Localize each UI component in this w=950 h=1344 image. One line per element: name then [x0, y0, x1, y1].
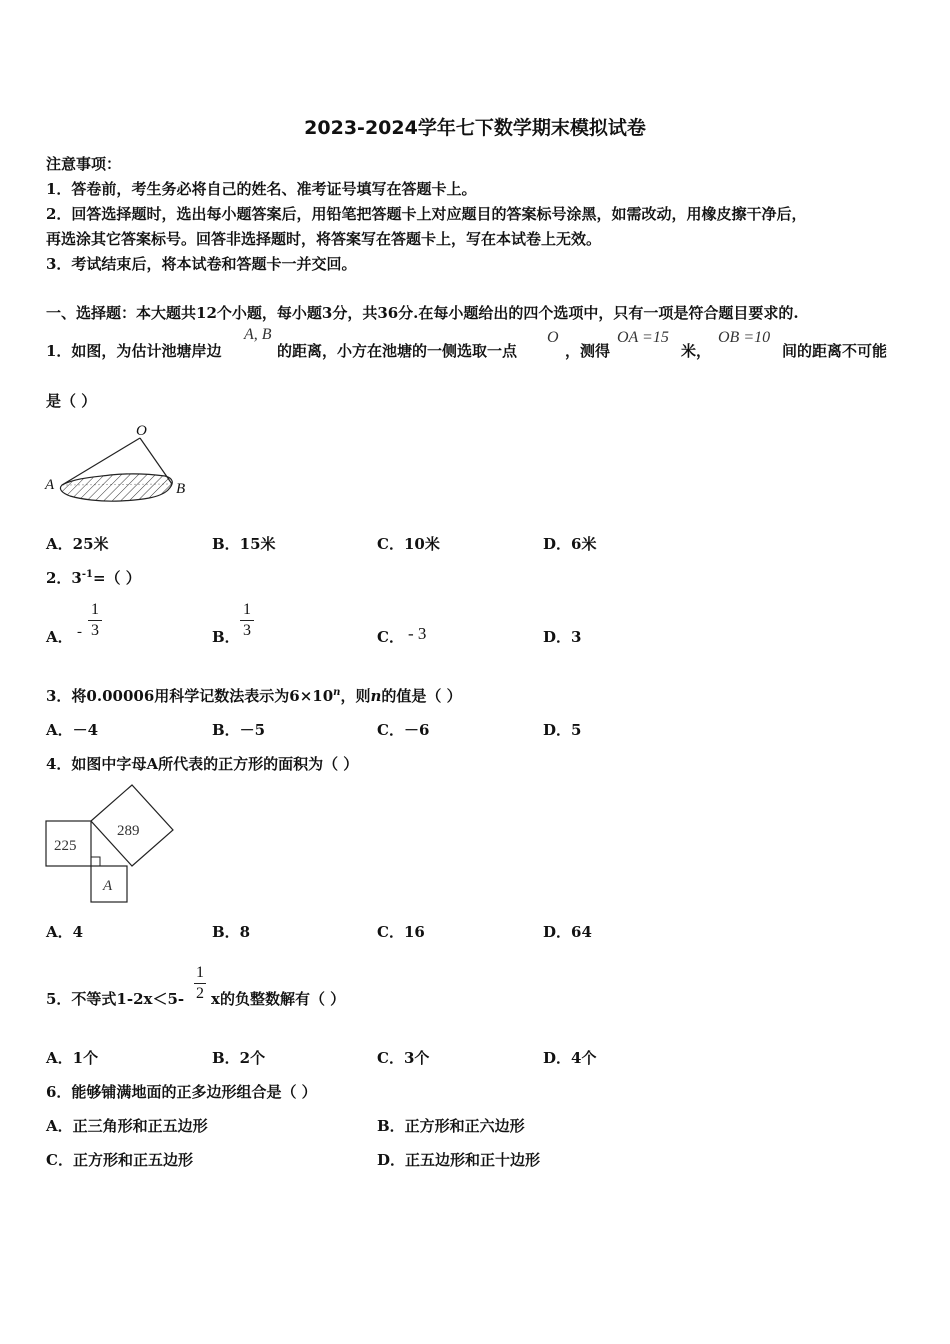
q4-option-c[interactable]: C．16 — [377, 923, 425, 941]
right-angle-mark — [91, 857, 100, 866]
q2-b-denominator: 3 — [243, 622, 251, 639]
q3-stem — [46, 685, 462, 706]
q1-stem-part4: 米， — [681, 342, 712, 360]
fig-label-b: B — [176, 481, 186, 497]
q4-option-d[interactable]: D．64 — [543, 923, 592, 941]
notice-item-1: 1．答卷前，考生务必将自己的姓名、准考证号填写在答题卡上。 — [46, 180, 477, 198]
q6-stem: 6．能够铺满地面的正多边形组合是（ ） — [46, 1083, 317, 1101]
q1-stem-part5: 间的距离不可能 — [782, 342, 888, 360]
q1-option-c[interactable]: C．10米 — [377, 535, 440, 553]
q3-option-c[interactable]: C．－6 — [377, 721, 430, 739]
section-heading: 一、选择题：本大题共12个小题，每小题3分，共36分.在每小题给出的四个选项中，只有一项是符合题目要求的. — [46, 304, 799, 322]
q2-stem — [46, 567, 141, 588]
q4-squares-figure — [40, 780, 190, 908]
page-title: 2023-2024学年七下数学期末模拟试卷 — [304, 117, 646, 139]
q5-denominator: 2 — [196, 985, 204, 1002]
q3-option-d[interactable]: D．5 — [543, 721, 582, 739]
notice-item-3: 3．考试结束后，将本试卷和答题卡一并交回。 — [46, 255, 357, 273]
q3-stem-exponent: n — [333, 687, 341, 698]
q2-option-a-fraction — [88, 601, 102, 640]
q1-option-a[interactable]: A．25米 — [46, 535, 109, 553]
q1-oa: OA =15 — [617, 329, 669, 346]
pond-shape — [60, 474, 172, 501]
q6-option-a[interactable]: A．正三角形和正五边形 — [46, 1117, 208, 1135]
q1-option-b[interactable]: B．15米 — [212, 535, 276, 553]
q3-stem-part3: 的值是（ ） — [381, 687, 462, 705]
q1-points-ab: A, B — [244, 326, 272, 343]
q5-stem-part2: x的负整数解有（ ） — [211, 990, 346, 1008]
label-a: A — [103, 878, 113, 894]
q5-option-c[interactable]: C．3个 — [377, 1049, 430, 1067]
q3-option-a[interactable]: A．－4 — [46, 721, 99, 739]
q5-option-a[interactable]: A．1个 — [46, 1049, 99, 1067]
q1-stem-part6: 是（ ） — [46, 392, 97, 410]
fig-label-a: A — [45, 477, 55, 493]
q2-option-a-label[interactable]: A． — [46, 628, 73, 646]
q2-stem-exponent: -1 — [81, 569, 93, 580]
q2-option-c-value: - 3 — [408, 624, 427, 643]
q1-ob: OB =10 — [718, 329, 771, 346]
notice-item-2b: 再选涂其它答案标号。回答非选择题时，将答案写在答题卡上，写在本试卷上无效。 — [46, 230, 602, 248]
q5-option-d[interactable]: D．4个 — [543, 1049, 597, 1067]
q5-numerator: 1 — [196, 964, 204, 981]
q2-b-fraction-bar — [240, 620, 254, 621]
q2-option-b-fraction — [240, 601, 254, 640]
q3-option-b[interactable]: B．－5 — [212, 721, 266, 739]
q2-option-c-label[interactable]: C． — [377, 628, 404, 646]
label-225: 225 — [54, 838, 77, 854]
q5-fraction-bar — [194, 983, 206, 984]
notice-item-2a: 2．回答选择题时，选出每小题答案后，用铅笔把答题卡上对应题目的答案标号涂黑，如需改动，用橡皮擦干净后， — [46, 205, 807, 223]
q4-option-a[interactable]: A．4 — [46, 923, 84, 941]
q1-stem-part3: ，测得 — [565, 342, 611, 360]
q2-option-b-label[interactable]: B． — [212, 628, 240, 646]
q3-stem-part2: ，则 — [340, 687, 371, 705]
q1-point-o: O — [547, 329, 559, 346]
q6-option-b[interactable]: B．正方形和正六边形 — [377, 1117, 525, 1135]
notice-heading: 注意事项： — [46, 155, 122, 173]
q2-b-numerator: 1 — [243, 601, 251, 618]
q4-option-b[interactable]: B．8 — [212, 923, 251, 941]
q6-option-d[interactable]: D．正五边形和正十边形 — [377, 1151, 541, 1169]
q2-option-a-sign: - — [77, 624, 82, 640]
q5-stem-part1: 5．不等式1-2x＜5- — [46, 990, 185, 1008]
fig-label-o: O — [136, 423, 147, 439]
q3-stem-n: n — [370, 687, 382, 705]
q2-option-d[interactable]: D．3 — [543, 628, 582, 646]
q5-fraction — [194, 964, 206, 1003]
q2-a-numerator: 1 — [91, 601, 99, 618]
q1-stem-part2: 的距离，小方在池塘的一侧选取一点 — [277, 342, 518, 360]
q5-option-b[interactable]: B．2个 — [212, 1049, 266, 1067]
q4-stem: 4．如图中字母A所代表的正方形的面积为（ ） — [46, 755, 359, 773]
q3-stem-part1: 3．将0.00006用科学记数法表示为6×10 — [46, 687, 334, 705]
q2-stem-base: 2．3 — [46, 569, 82, 587]
q1-pond-figure — [40, 420, 200, 510]
q6-option-c[interactable]: C．正方形和正五边形 — [46, 1151, 193, 1169]
q1-stem-part1: 1．如图，为估计池塘岸边 — [46, 342, 222, 360]
q1-option-d[interactable]: D．6米 — [543, 535, 597, 553]
label-289: 289 — [117, 823, 140, 839]
q2-a-fraction-bar — [88, 620, 102, 621]
q2-a-denominator: 3 — [91, 622, 99, 639]
q2-stem-tail: =（ ） — [92, 569, 141, 587]
